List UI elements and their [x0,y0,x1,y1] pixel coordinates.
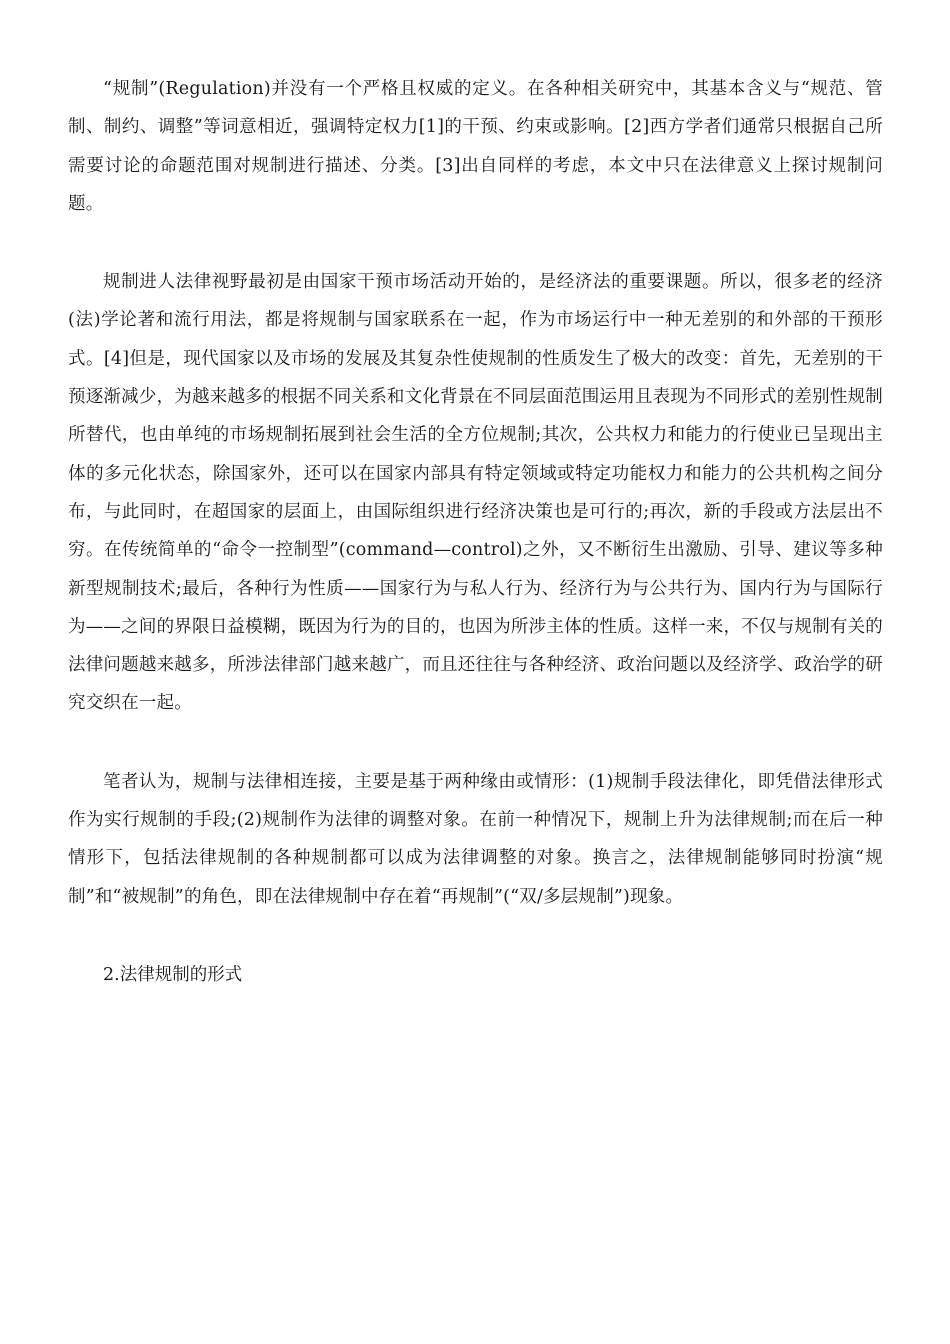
paragraph-regulation-law-history: 规制进人法律视野最初是由国家干预市场活动开始的，是经济法的重要课题。所以，很多老的经济(法)学论著和流行用法，都是将规制与国家联系在一起，作为市场运行中一种无差别的和外部的干预形式。[4]但是，现代国家以及市场的发展及其复杂性使规制的性质发生了极大的改变：首先，无差别的干预逐渐减少，为越来越多的根据不同关系和文化背景在不同层面范围运用且表现为不同形式的差别性规制所替代，也由单纯的市场规制拓展到社会生活的全方位规制;其次，公共权力和能力的行使业已呈现出主体的多元化状态，除国家外，还可以在国家内部具有特定领域或特定功能权力和能力的公共机构之间分布，与此同时，在超国家的层面上，由国际组织进行经济决策也是可行的;再次，新的手段或方法层出不穷。在传统简单的“命令一控制型”(command—control)之外，又不断衍生出激励、引导、建议等多种新型规制技术;最后，各种行为性质——国家行为与私人行为、经济行为与公共行为、国内行为与国际行为——之间的界限日益模糊，既因为行为的目的，也因为所涉主体的性质。这样一来，不仅与规制有关的法律问题越来越多，所涉法律部门越来越广，而且还往往与各种经济、政治问题以及经济学、政治学的研究交织在一起。 [68,272,883,714]
section-heading: 2.法律规制的形式 [103,964,243,985]
paragraph-author-view: 笔者认为，规制与法律相连接，主要是基于两种缘由或情形：(1)规制手段法律化，即凭借法律形式作为实行规制的手段;(2)规制作为法律的调整对象。在前一种情况下，规制上升为法律规制;而在后一种情形下，包括法律规制的各种规制都可以成为法律调整的对象。换言之，法律规制能够同时扮演“规制”和“被规制”的角色，即在法律规制中存在着“再规制”(“双/多层规制”)现象。 [68,771,883,907]
document-body [68,70,883,994]
paragraph-regulation-definition: “规制”(Regulation)并没有一个严格且权威的定义。在各种相关研究中，其基本含义与“规范、管制、制约、调整”等词意相近，强调特定权力[1]的干预、约束或影响。[2]西方学者们通常只根据自己所需要讨论的命题范围对规制进行描述、分类。[3]出自同样的考虑，本文中只在法律意义上探讨规制问题。 [68,79,883,214]
